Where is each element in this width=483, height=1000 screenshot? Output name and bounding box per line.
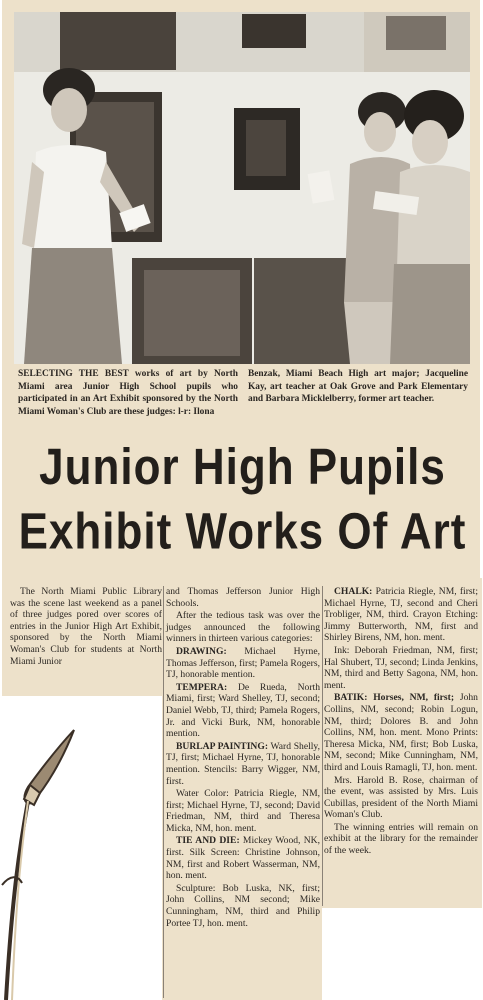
headline-line-2: Exhibit Works Of Art [18, 503, 467, 560]
chalk-results [324, 586, 478, 644]
chairman-note: Mrs. Harold B. Rose, chairman of the event, was assisted by Mrs. Luis Cubillas, president of the North Miami Woman's Club. [324, 774, 478, 821]
column-rule-1 [163, 586, 164, 998]
batik-heading: BATIK: Horses, NM, first; [334, 692, 455, 704]
batik-text: John Collins, NM, second; Robin Logun, NM, third; Dolores B. and John Collins, NM, hon. ment. Mono Prints: Theresa Micka, NM, first; Bob Luska, NM, second; Mike Cunningham, NM, third and Louis Ramagli, TJ, hon. ment. [324, 692, 478, 773]
tie-dye-results [166, 835, 320, 881]
article-column-1 [10, 586, 162, 668]
article-column-3 [324, 586, 478, 858]
batik-results [324, 692, 478, 773]
tie-dye-heading: TIE AND DIE: [176, 835, 240, 847]
burlap-results [166, 741, 320, 787]
article-column-2 [166, 586, 320, 930]
burlap-text: Ward Shelly, TJ, first; Michael Hyrne, TJ, honorable mention. Stencils: Barry Wigger, NM, first. [166, 740, 320, 787]
ink-results: Ink: Deborah Friedman, NM, first; Hal Shubert, TJ, second; Linda Jenkins, NM, third and Betty Sagona, NM, hon. ment. [324, 644, 478, 691]
sculpture-results: Sculpture: Bob Luska, NK, first; John Collins, NM second; Mike Cunningham, NM, third and Philip Portee TJ, hon. ment. [166, 882, 320, 929]
article-intro: The North Miami Public Library was the scene last weekend as a panel of three judges pored over scores of entries in the Junior High Art Exhibit, sponsored by the North Miami Woman's Club for students at North Miami Junior [10, 586, 162, 667]
news-photo [14, 12, 470, 364]
drawing-heading: DRAWING: [176, 645, 227, 657]
winners-intro: After the tedious task was over the judges announced the following winners in thirteen various categories: [166, 610, 320, 645]
schools-line: and Thomas Jefferson Junior High Schools. [166, 586, 320, 609]
tie-dye-text: Mickey Wood, NK, first. Silk Screen: Christine Johnson, NM, first and Robert Wasserman, NM, hon. ment. [166, 835, 320, 882]
headline [10, 436, 475, 565]
column-rule-2 [322, 586, 323, 906]
closing-note: The winning entries will remain on exhibit at the library for the remainder of the week. [324, 821, 478, 857]
judges-photo-illustration [14, 12, 470, 364]
tempera-heading: TEMPERA: [176, 681, 228, 693]
drawing-results [166, 646, 320, 681]
caption-left: SELECTING THE BEST works of art by North Miami area Junior High School pupils who participated in an Art Exhibit sponsored by the North Miami Woman's Club are these judges: l-r: Ilona [18, 369, 238, 417]
tempera-text: De Rueda, North Miami, first; Ward Shelley, TJ, second; Daniel Webb, TJ, third; Pamela Rogers, Jr. and Vicki Burk, NM, honorable mention. [166, 681, 320, 740]
chalk-heading: CHALK: [334, 586, 373, 597]
paintbrush-icon [0, 725, 90, 1000]
drawing-text: Michael Hyrne, Thomas Jefferson, first; Pamela Rogers, TJ, honorable mention. [166, 645, 320, 681]
headline-line-1: Junior High Pupils [39, 439, 446, 496]
watercolor-results: Water Color: Patricia Riegle, NM, first; Michael Hyrne, TJ, second; David Friedman, NM, third and Theresa Micka, NM, hon. ment. [166, 788, 320, 834]
burlap-heading: BURLAP PAINTING: [176, 740, 269, 752]
chalk-text: Patricia Riegle, NM, first; Michael Hyrne, TJ, second and Cheri Trobliger, NM, third. Crayon Etching: Jimmy Butterworth, NM, first and Shirley Birens, NM, hon. ment. [324, 586, 478, 644]
tempera-results [166, 682, 320, 740]
caption-right: Benzak, Miami Beach High art major; Jacqueline Kay, art teacher at Oak Grove and Park Elementary and Barbara Micklelberry, former art teacher. [248, 369, 468, 405]
